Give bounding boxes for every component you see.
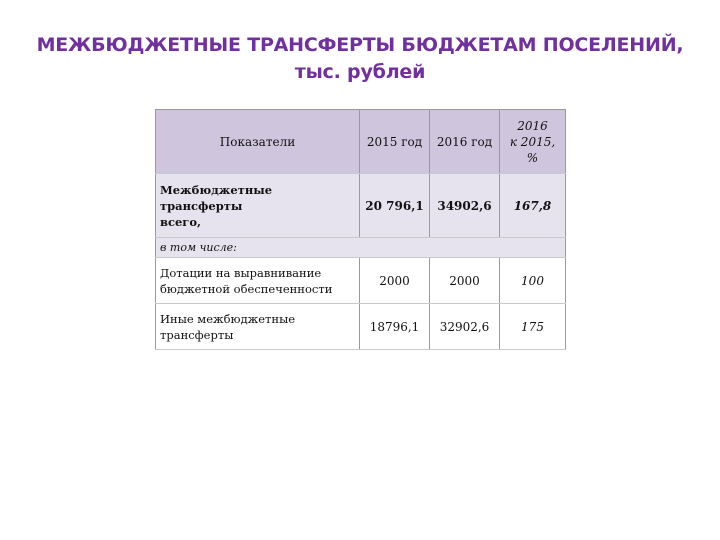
total-label-line-2: всего, bbox=[160, 214, 202, 229]
row-2015: 18796,1 bbox=[360, 304, 430, 350]
table-row bbox=[156, 258, 566, 304]
header-ratio bbox=[500, 110, 566, 174]
row-2015: 2000 bbox=[360, 258, 430, 304]
total-ratio: 167,8 bbox=[500, 174, 566, 238]
row-label-line-2: бюджетной обеспеченности bbox=[160, 281, 333, 296]
page-title-line-2: тыс. рублей bbox=[294, 61, 426, 83]
subheader-label: в том числе: bbox=[156, 238, 566, 258]
table-subheader-row bbox=[156, 238, 566, 258]
header-ratio-line-2: к 2015, bbox=[509, 134, 556, 149]
table-row-total bbox=[156, 174, 566, 238]
page-title bbox=[0, 32, 720, 86]
total-2016: 34902,6 bbox=[430, 174, 500, 238]
row-label-line-2: трансферты bbox=[160, 327, 234, 342]
header-ratio-line-3: % bbox=[526, 150, 539, 165]
total-label-line-1: Межбюджетные трансферты bbox=[160, 182, 273, 213]
table-row bbox=[156, 304, 566, 350]
header-indicator: Показатели bbox=[156, 110, 360, 174]
header-2016: 2016 год bbox=[430, 110, 500, 174]
transfers-table bbox=[155, 109, 566, 350]
row-2016: 2000 bbox=[430, 258, 500, 304]
row-label-line-1: Дотации на выравнивание bbox=[160, 265, 322, 280]
header-ratio-line-1: 2016 bbox=[517, 118, 548, 133]
row-ratio: 100 bbox=[500, 258, 566, 304]
row-2016: 32902,6 bbox=[430, 304, 500, 350]
header-2015: 2015 год bbox=[360, 110, 430, 174]
total-2015: 20 796,1 bbox=[360, 174, 430, 238]
row-label bbox=[156, 258, 360, 304]
row-label-line-1: Иные межбюджетные bbox=[160, 311, 296, 326]
table-header-row bbox=[156, 110, 566, 174]
row-label bbox=[156, 304, 360, 350]
page-title-line-1: МЕЖБЮДЖЕТНЫЕ ТРАНСФЕРТЫ БЮДЖЕТАМ ПОСЕЛЕНИЙ, bbox=[36, 34, 684, 56]
total-label bbox=[156, 174, 360, 238]
row-ratio: 175 bbox=[500, 304, 566, 350]
